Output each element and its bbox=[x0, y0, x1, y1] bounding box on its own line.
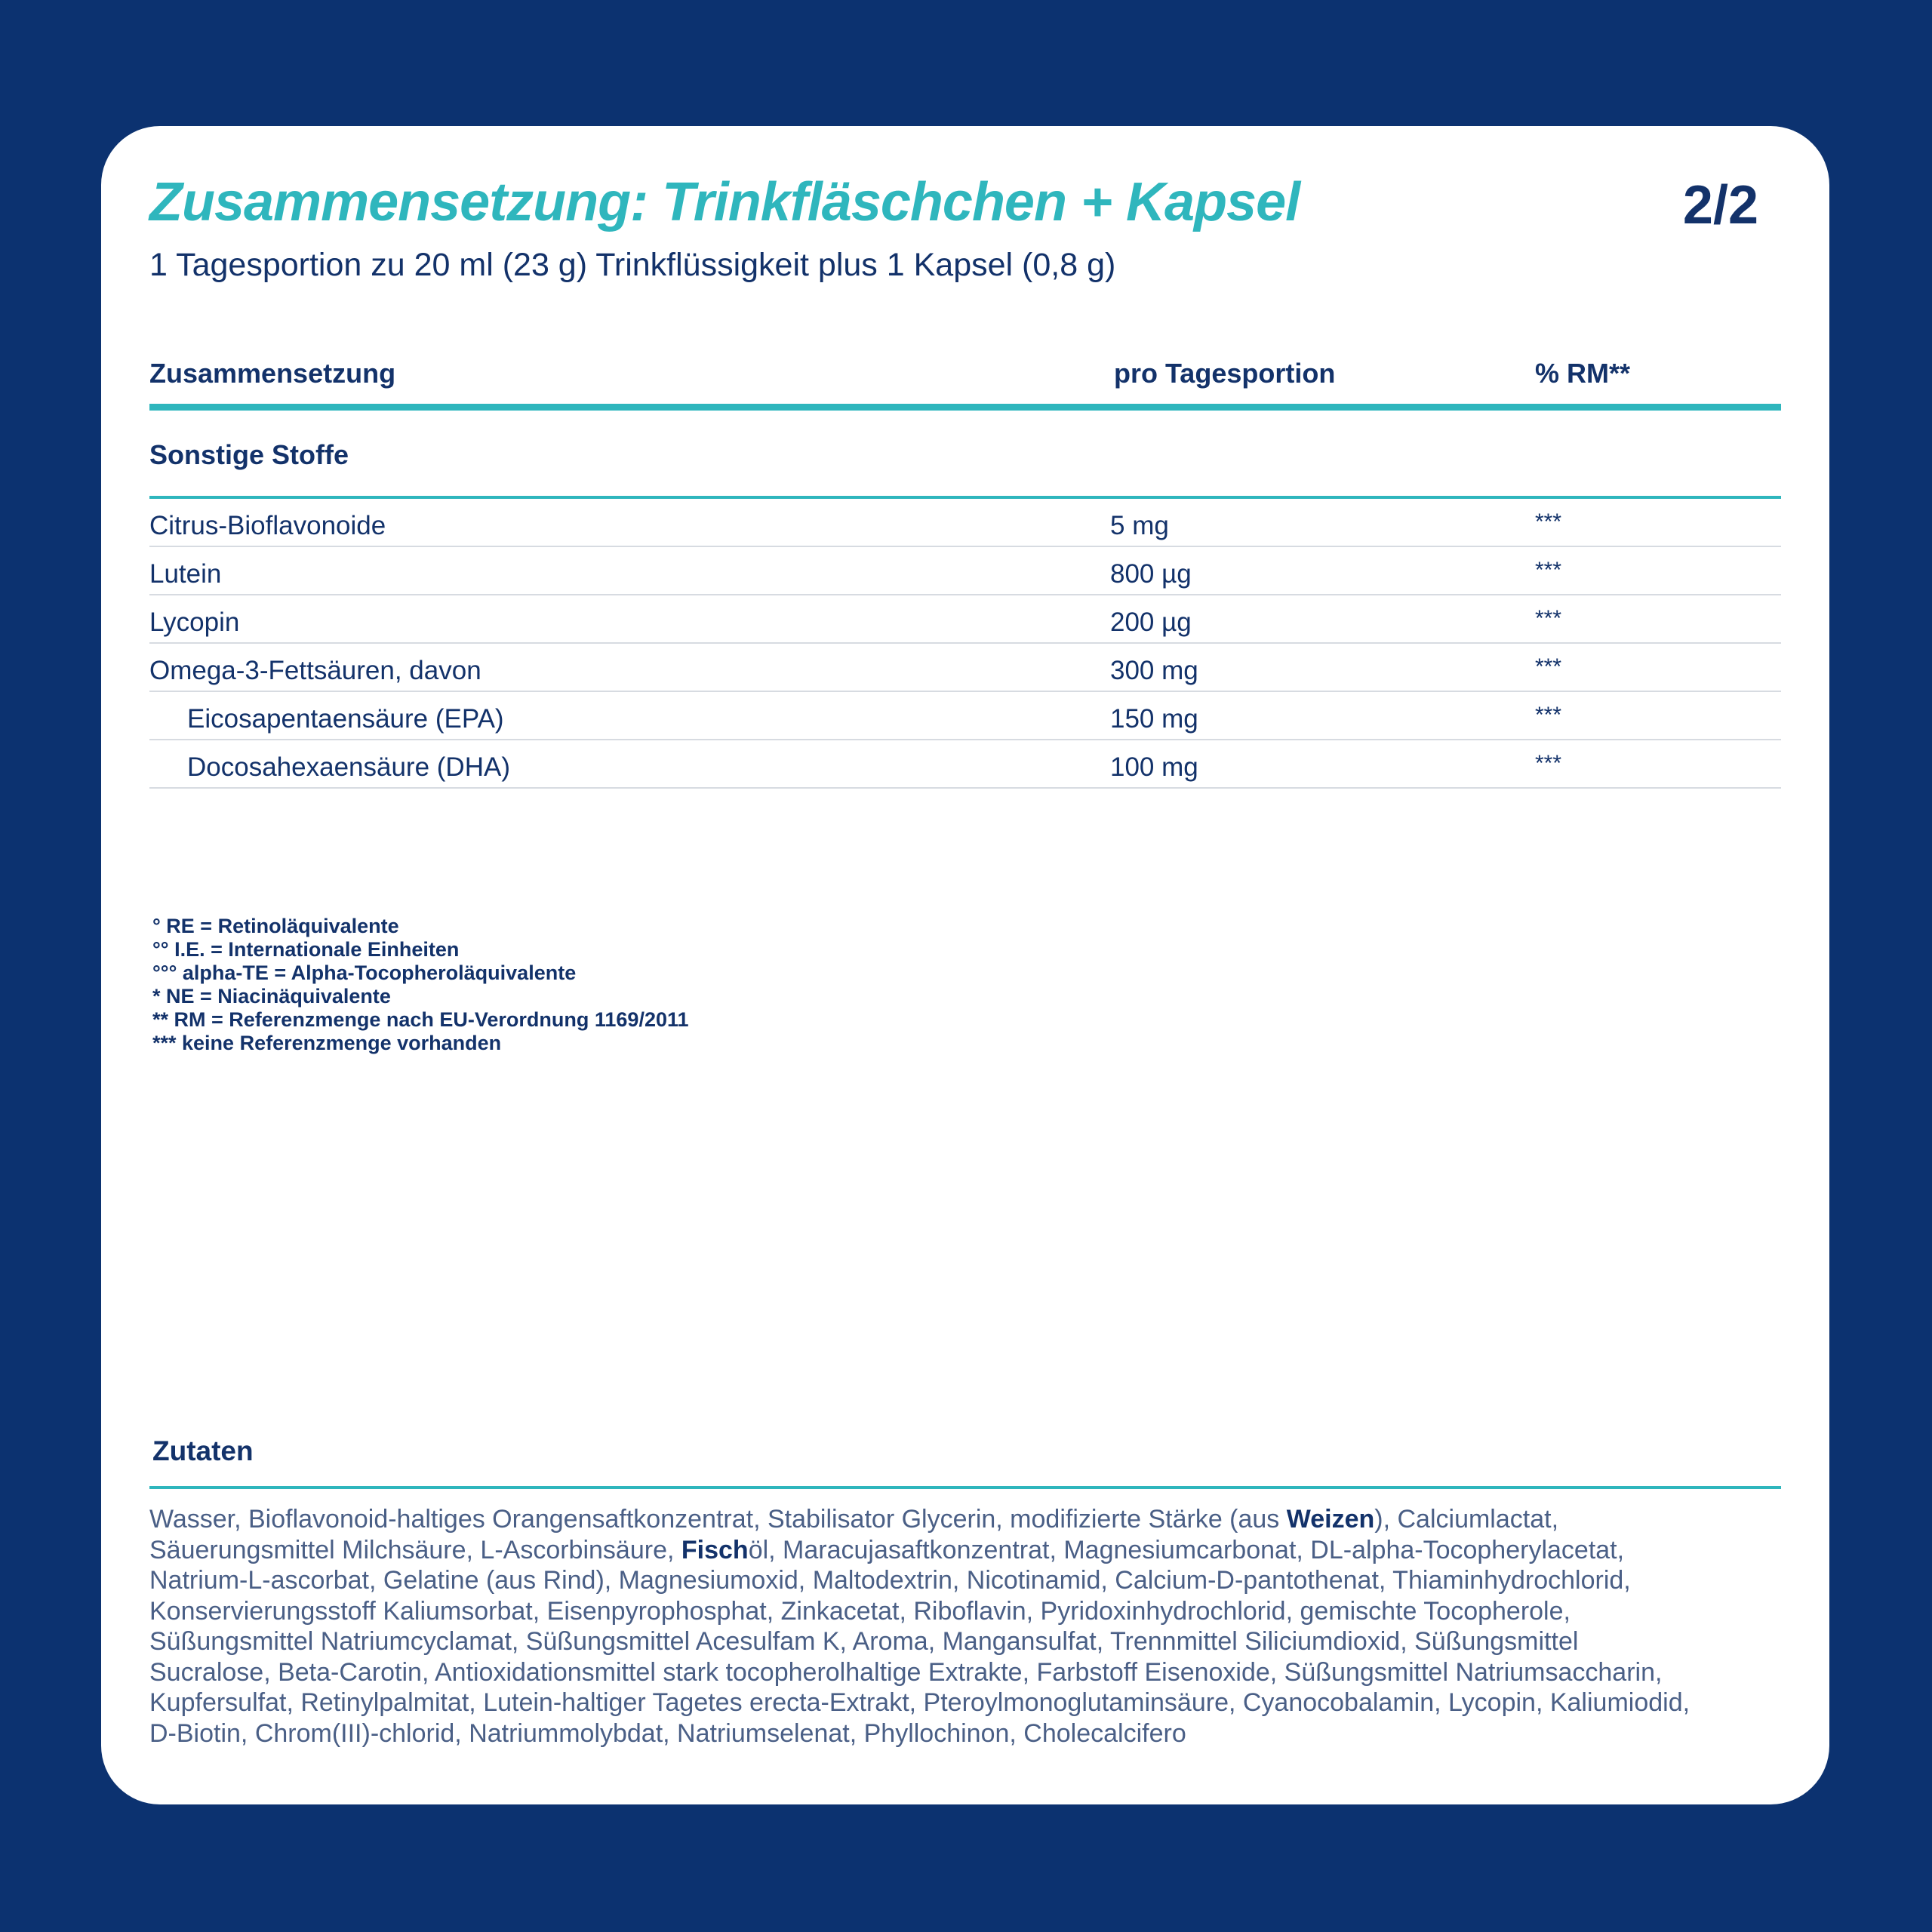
page-title: Zusammensetzung: Trinkfläschchen + Kapsel bbox=[149, 172, 1300, 232]
ingredients-line bbox=[149, 1535, 1781, 1566]
ingredients-line bbox=[149, 1504, 1781, 1535]
row-amount: 300 mg bbox=[1110, 656, 1198, 685]
row-name: Omega-3-Fettsäuren, davon bbox=[149, 656, 481, 685]
allergen-highlight: Fisch bbox=[681, 1535, 749, 1564]
ingredients-divider bbox=[149, 1486, 1781, 1489]
table-row bbox=[149, 740, 1781, 789]
row-rm: *** bbox=[1535, 703, 1562, 728]
row-rm: *** bbox=[1535, 751, 1562, 776]
composition-table bbox=[149, 337, 1781, 789]
column-header-amount: pro Tagesportion bbox=[1114, 358, 1336, 389]
info-card bbox=[101, 126, 1829, 1804]
footnote: ** RM = Referenzmenge nach EU-Verordnung 1169/2011 bbox=[152, 1008, 689, 1031]
ingredients-segment: Wasser, Bioflavonoid-haltiges Orangensaftkonzentrat, Stabilisator Glycerin, modifizierte Stärke (aus bbox=[149, 1505, 1287, 1534]
footnote: *** keine Referenzmenge vorhanden bbox=[152, 1032, 502, 1054]
row-name: Lutein bbox=[149, 559, 222, 589]
ingredients-segment: öl, Maracujasaftkonzentrat, Magnesiumcarbonat, DL-alpha-Tocopherylacetat, bbox=[748, 1535, 1625, 1564]
ingredients-text bbox=[149, 1504, 1781, 1749]
row-name: Citrus-Bioflavonoide bbox=[149, 511, 386, 540]
table-row bbox=[149, 547, 1781, 595]
row-rm: *** bbox=[1535, 509, 1562, 534]
ingredients-line: D-Biotin, Chrom(III)-chlorid, Natriummolybdat, Natriumselenat, Phyllochinon, Cholecalcifero bbox=[149, 1718, 1186, 1748]
ingredients-line: Konservierungsstoff Kaliumsorbat, Eisenpyrophosphat, Zinkacetat, Riboflavin, Pyridoxinhydrochlorid, gemischte Tocopherole, bbox=[149, 1596, 1571, 1626]
ingredients-segment: ), Calciumlactat, bbox=[1374, 1505, 1559, 1534]
ingredients-line: Kupfersulfat, Retinylpalmitat, Lutein-haltiger Tagetes erecta-Extrakt, Pteroylmonoglutaminsäure, Cyanocobalamin, Lycopin, Kaliumiodid, bbox=[149, 1688, 1690, 1717]
table-row bbox=[149, 595, 1781, 644]
footnote: °°° alpha-TE = Alpha-Tocopheroläquivalente bbox=[152, 961, 577, 984]
allergen-highlight: Weizen bbox=[1286, 1505, 1375, 1534]
footnote: * NE = Niacinäquivalente bbox=[152, 985, 391, 1008]
footnotes bbox=[152, 915, 689, 1055]
footnote: °° I.E. = Internationale Einheiten bbox=[152, 938, 460, 961]
column-header-rm: % RM** bbox=[1535, 358, 1631, 389]
column-header-composition: Zusammensetzung bbox=[149, 358, 396, 389]
table-row bbox=[149, 644, 1781, 692]
page-indicator: 2/2 bbox=[1682, 175, 1758, 235]
row-amount: 5 mg bbox=[1110, 511, 1169, 540]
row-rm: *** bbox=[1535, 654, 1562, 679]
ingredients-line: Natrium-L-ascorbat, Gelatine (aus Rind), Magnesiumoxid, Maltodextrin, Nicotinamid, Calcium-D-pantothenat, Thiaminhydrochlorid, bbox=[149, 1566, 1631, 1595]
page-subtitle: 1 Tagesportion zu 20 ml (23 g) Trinkflüssigkeit plus 1 Kapsel (0,8 g) bbox=[149, 247, 1116, 283]
section-header bbox=[149, 411, 1781, 499]
ingredients-line: Süßungsmittel Natriumcyclamat, Süßungsmittel Acesulfam K, Aroma, Mangansulfat, Trennmittel Siliciumdioxid, Süßungsmittel bbox=[149, 1627, 1579, 1656]
ingredients-title: Zutaten bbox=[152, 1435, 254, 1466]
section-title: Sonstige Stoffe bbox=[149, 439, 349, 470]
row-amount: 150 mg bbox=[1110, 704, 1198, 734]
row-name: Eicosapentaensäure (EPA) bbox=[187, 704, 504, 734]
row-rm: *** bbox=[1535, 606, 1562, 631]
ingredients-line: Sucralose, Beta-Carotin, Antioxidationsmittel stark tocopherolhaltige Extrakte, Farbstoff Eisenoxide, Süßungsmittel Natriumsaccharin, bbox=[149, 1657, 1663, 1687]
footnote: ° RE = Retinoläquivalente bbox=[152, 915, 399, 937]
row-name: Lycopin bbox=[149, 608, 240, 637]
row-name: Docosahexaensäure (DHA) bbox=[187, 752, 510, 782]
row-amount: 800 µg bbox=[1110, 559, 1192, 589]
table-header bbox=[149, 337, 1781, 411]
row-amount: 200 µg bbox=[1110, 608, 1192, 637]
table-row bbox=[149, 499, 1781, 547]
ingredients-segment: Säuerungsmittel Milchsäure, L-Ascorbinsäure, bbox=[149, 1535, 681, 1564]
row-rm: *** bbox=[1535, 558, 1562, 583]
table-row bbox=[149, 692, 1781, 740]
row-amount: 100 mg bbox=[1110, 752, 1198, 782]
